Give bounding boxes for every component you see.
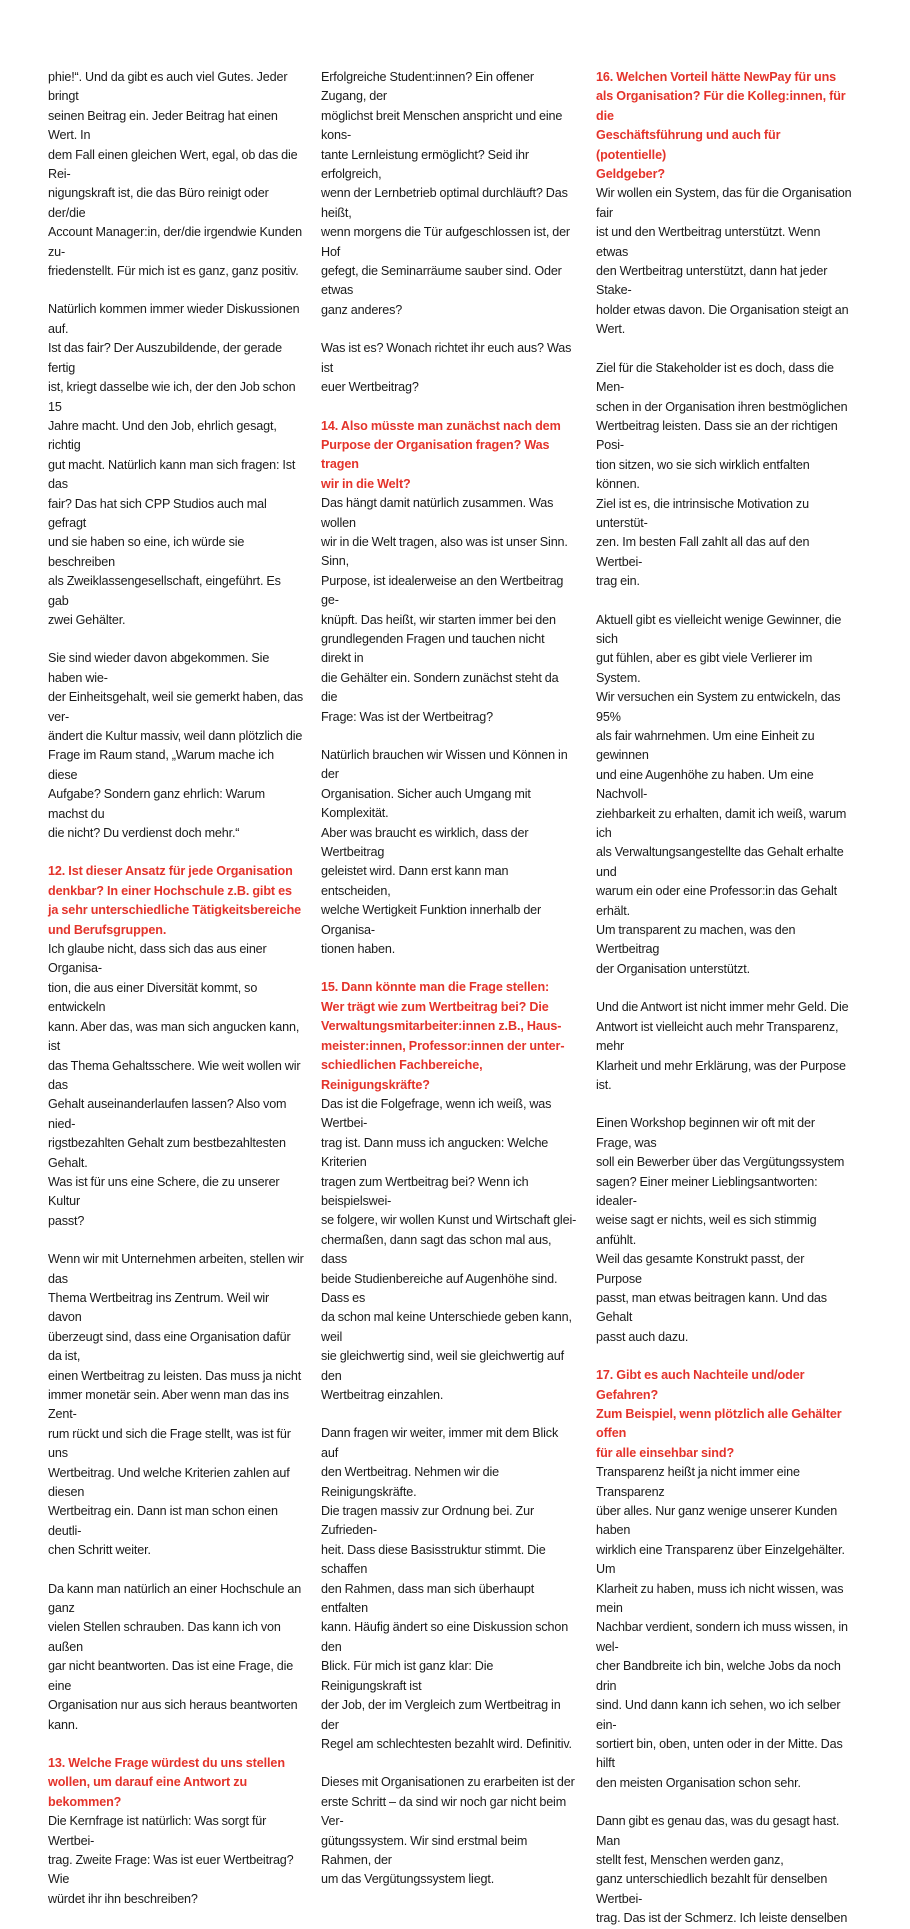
text-line: Nachbar verdient, sondern ich muss wissen, in wel- (596, 1620, 848, 1654)
text-line: rigstbezahlten Gehalt zum bestbezahltesten Gehalt. (48, 1136, 286, 1170)
text-line: schiedlichen Fachbereiche, Reinigungskräfte? (321, 1058, 483, 1092)
text-line: den meisten Organisation schon sehr. (596, 1775, 801, 1790)
text-line: soll ein Bewerber über das Vergütungssystem (596, 1155, 845, 1170)
text-line: immer monetär sein. Aber wenn man das ins Zent- (48, 1388, 289, 1422)
body-paragraph (596, 359, 852, 592)
body-paragraph (321, 1773, 577, 1889)
text-line: Purpose der Organisation fragen? Was tragen (321, 437, 550, 472)
text-line: sortiert bin, oben, unten oder in der Mitte. Das hilft (596, 1736, 843, 1771)
text-line: vielen Stellen schrauben. Das kann ich von außen (48, 1620, 281, 1654)
text-line: Wertbeitrag einzahlen. (321, 1388, 444, 1402)
text-line: grundlegenden Fragen und tauchen nicht direkt in (321, 631, 545, 666)
text-line: Aber was braucht es wirklich, dass der Wertbeitrag (321, 825, 529, 860)
text-line: wollen, um darauf eine Antwort zu bekommen? (48, 1775, 248, 1809)
text-line: ändert die Kultur massiv, weil dann plötzlich die (48, 729, 303, 743)
text-line: Regel am schlechtesten bezahlt wird. Definitiv. (321, 1736, 572, 1751)
text-line: einen Wertbeitrag zu leisten. Das muss ja nicht (48, 1368, 302, 1383)
text-line: Purpose, ist idealerweise an den Wertbeitrag ge- (321, 573, 564, 608)
text-line: Dann gibt es genau das, was du gesagt hast. Man (596, 1814, 840, 1848)
text-line: Wir versuchen ein System zu entwickeln, das 95% (596, 690, 841, 724)
text-column-3 (596, 68, 852, 1929)
text-line: Ich glaube nicht, dass sich das aus einer Organisa- (48, 942, 267, 976)
text-line: um das Vergütungssystem liegt. (321, 1872, 495, 1887)
text-line: gut macht. Natürlich kann man sich fragen: Ist das (48, 457, 296, 492)
text-line: passt, man etwas beitragen kann. Und das Gehalt (596, 1290, 827, 1325)
body-paragraph (48, 68, 304, 281)
text-line: 17. Gibt es auch Nachteile und/oder Gefahren? (596, 1368, 805, 1402)
text-line: sind. Und dann kann ich sehen, wo ich selber ein- (596, 1698, 841, 1732)
body-paragraph (321, 68, 577, 320)
body-paragraph (48, 940, 304, 1231)
text-line: Aufgabe? Sondern ganz ehrlich: Warum machst du (48, 787, 265, 821)
text-line: Um transparent zu machen, was den Wertbeitrag (596, 923, 796, 957)
text-line: überzeugt sind, dass eine Organisation dafür da ist, (48, 1329, 291, 1364)
text-line: friedenstellt. Für mich ist es ganz, ganz positiv. (48, 264, 299, 279)
text-line: beide Studienbereiche auf Augenhöhe sind. Dass es (321, 1271, 558, 1305)
text-line: Dann fragen wir weiter, immer mit dem Blick auf (321, 1426, 559, 1460)
text-line: Wenn wir mit Unternehmen arbeiten, stellen wir das (48, 1252, 304, 1286)
body-paragraph (48, 1812, 304, 1909)
text-line: gar nicht beantworten. Das ist eine Frage, die eine (48, 1659, 294, 1693)
text-line: wirklich eine Transparenz über Einzelgehälter. Um (596, 1542, 845, 1577)
text-line: nigungskraft ist, die das Büro reinigt oder der/die (48, 186, 269, 220)
text-line: meister:innen, Professor:innen der unter- (321, 1038, 565, 1053)
text-line: Wir wollen ein System, das für die Organisation fair (596, 186, 852, 220)
text-line: über alles. Nur ganz wenige unserer Kunden haben (596, 1504, 838, 1538)
text-line: knüpft. Das heißt, wir starten immer bei den (321, 612, 556, 627)
text-line: Gehalt auseinanderlaufen lassen? Also vom nied- (48, 1097, 287, 1131)
text-line: die nicht? Du verdienst doch mehr.“ (48, 826, 240, 841)
body-paragraph (596, 1114, 852, 1347)
text-line: trag ein. (596, 574, 640, 589)
text-line: zwei Gehälter. (48, 612, 126, 627)
text-line: 14. Also müsste man zunächst nach dem (321, 418, 561, 433)
text-line: Transparenz heißt ja nicht immer eine Transparenz (596, 1465, 800, 1499)
text-line: als Verwaltungsangestellte das Gehalt erhalte und (596, 845, 844, 879)
text-line: als Organisation? Für die Kolleg:innen, für die (596, 89, 846, 123)
body-paragraph (321, 494, 577, 727)
text-line: Was ist es? Wonach richtet ihr euch aus? Was ist (321, 341, 572, 375)
body-paragraph (321, 1095, 577, 1406)
text-line: Organisation. Sicher auch Umgang mit Komplexität. (321, 786, 531, 821)
text-line: Ist das fair? Der Auszubildende, der gerade fertig (48, 341, 282, 375)
text-line: Dieses mit Organisationen zu erarbeiten ist der (321, 1775, 575, 1790)
text-line: Die tragen massiv zur Ordnung bei. Zur Zufrieden- (321, 1504, 534, 1538)
body-paragraph (321, 746, 577, 959)
text-line: 13. Welche Frage würdest du uns stellen (48, 1755, 285, 1770)
text-line: gut fühlen, aber es gibt viele Verlierer im System. (596, 651, 813, 685)
text-column-1 (48, 68, 304, 1909)
text-line: Natürlich brauchen wir Wissen und Können in der (321, 748, 568, 782)
text-line: chen Schritt weiter. (48, 1543, 151, 1558)
text-line: die Gehälter ein. Sondern zunächst steht da die (321, 670, 559, 705)
text-line: Wert. (596, 322, 626, 337)
text-line: da schon mal keine Unterschiede geben kann, weil (321, 1310, 572, 1344)
text-line: kann. (48, 1717, 79, 1732)
text-line: weise sagt er nichts, weil es sich stimmig anfühlt. (596, 1213, 817, 1247)
text-line: Geldgeber? (596, 167, 665, 182)
text-line: Das ist die Folgefrage, wenn ich weiß, was Wertbei- (321, 1096, 552, 1131)
text-line: heit. Dass diese Basisstruktur stimmt. Die schaffen (321, 1542, 546, 1577)
text-line: passt? (48, 1213, 85, 1228)
text-line: den Wertbeitrag. Nehmen wir die Reinigungskräfte. (321, 1465, 500, 1499)
text-line: und Berufsgruppen. (48, 922, 167, 937)
text-line: würdet ihr ihn beschreiben? (48, 1891, 198, 1906)
text-line: trag. Das ist der Schmerz. Ich leiste denselben (596, 1911, 848, 1926)
question-heading (596, 68, 852, 184)
text-line: wir in die Welt tragen, also was ist unser Sinn. Sinn, (321, 534, 568, 569)
text-line: das Thema Gehaltsschere. Wie weit wollen wir das (48, 1058, 301, 1092)
text-line: welche Wertigkeit Funktion innerhalb der Organisa- (321, 903, 542, 937)
text-line: Wertbeitrag. Und welche Kriterien zahlen auf diesen (48, 1465, 290, 1500)
text-line: ist, kriegt dasselbe wie ich, der den Job schon 15 (48, 380, 296, 414)
text-line: tion, die aus einer Diversität kommt, so entwickeln (48, 980, 258, 1015)
text-line: Was ist für uns eine Schere, die zu unserer Kultur (48, 1174, 280, 1209)
text-line: stellt fest, Menschen werden ganz, (596, 1852, 784, 1867)
text-line: 12. Ist dieser Ansatz für jede Organisation (48, 864, 293, 879)
body-paragraph (48, 649, 304, 843)
text-line: und eine Augenhöhe zu haben. Um eine Nachvoll- (596, 767, 814, 802)
text-line: euer Wertbeitrag? (321, 380, 419, 395)
text-line: ganz unterschiedlich bezahlt für denselben Wertbei- (596, 1872, 828, 1906)
body-paragraph (596, 184, 852, 339)
text-line: Natürlich kommen immer wieder Diskussionen auf. (48, 302, 300, 336)
body-paragraph (596, 1463, 852, 1793)
text-line: geleistet wird. Dann erst kann man entscheiden, (321, 864, 509, 898)
text-line: Und die Antwort ist nicht immer mehr Geld. Die (596, 1000, 849, 1015)
text-line: passt auch dazu. (596, 1329, 689, 1344)
text-line: Weil das gesamte Konstrukt passt, der Purpose (596, 1252, 805, 1286)
text-line: gefegt, die Seminarräume sauber sind. Oder etwas (321, 264, 562, 298)
text-line: der Einheitsgehalt, weil sie gemerkt haben, das ver- (48, 690, 304, 724)
text-line: Wer trägt wie zum Wertbeitrag bei? Die (321, 999, 549, 1014)
text-line: Frage im Raum stand, „Warum mache ich diese (48, 748, 274, 782)
text-line: warum ein oder eine Professor:in das Gehalt erhält. (596, 884, 837, 918)
body-paragraph (596, 611, 852, 980)
text-line: zen. Im besten Fall zahlt all das auf den Wertbei- (596, 535, 810, 569)
text-line: tion sitzen, wo sie sich wirklich entfalten können. (596, 457, 810, 492)
text-line: rum rückt und sich die Frage stellt, was ist für uns (48, 1426, 291, 1461)
text-line: kann. Häufig ändert so eine Diskussion schon den (321, 1620, 569, 1654)
text-line: Ziel ist es, die intrinsische Motivation zu unterstüt- (596, 496, 809, 530)
body-paragraph (48, 1250, 304, 1561)
text-line: Aktuell gibt es vielleicht wenige Gewinner, die sich (596, 612, 842, 646)
text-line: tionen haben. (321, 942, 396, 957)
text-line: Antwort ist vielleicht auch mehr Transparenz, mehr (596, 1019, 839, 1054)
text-line: Frage: Was ist der Wertbeitrag? (321, 709, 493, 724)
text-line: Blick. Für mich ist ganz klar: Die Reinigungskraft ist (321, 1659, 494, 1693)
text-line: und sie haben so eine, ich würde sie beschreiben (48, 535, 245, 569)
text-line: 16. Welchen Vorteil hätte NewPay für uns (596, 70, 837, 84)
text-line: Sie sind wieder davon abgekommen. Sie haben wie- (48, 651, 270, 685)
body-paragraph (48, 1580, 304, 1735)
text-line: Die Kernfrage ist natürlich: Was sorgt für Wertbei- (48, 1814, 267, 1848)
text-line: 15. Dann könnte man die Frage stellen: (321, 980, 550, 995)
text-line: wenn morgens die Tür aufgeschlossen ist, der Hof (321, 225, 570, 259)
text-line: trag ist. Dann muss ich angucken: Welche Kriterien (321, 1135, 549, 1170)
text-line: seinen Beitrag ein. Jeder Beitrag hat einen Wert. In (48, 108, 278, 143)
text-line: chermaßen, dann sagt das schon mal aus, dass (321, 1232, 552, 1267)
question-heading (321, 417, 577, 495)
text-line: erste Schritt – da sind wir noch gar nicht beim Ver- (321, 1794, 567, 1829)
text-line: gütungssystem. Wir sind erstmal beim Rahmen, der (321, 1833, 528, 1867)
text-line: Verwaltungsmitarbeiter:innen z.B., Haus- (321, 1019, 562, 1034)
text-line: Wertbeitrag ein. Dann ist man schon einen deutli- (48, 1504, 278, 1538)
text-line: tante Lernleistung ermöglicht? Seid ihr erfolgreich, (321, 147, 529, 182)
text-line: Thema Wertbeitrag ins Zentrum. Weil wir davon (48, 1290, 270, 1325)
text-line: ist und den Wertbeitrag unterstützt. Wenn etwas (596, 225, 821, 259)
text-line: als fair wahrnehmen. Um eine Einheit zu gewinnen (596, 729, 815, 763)
text-line: wenn der Lernbetrieb optimal durchläuft? Das heißt, (321, 186, 568, 220)
text-line: der Job, der im Vergleich zum Wertbeitrag in der (321, 1698, 561, 1732)
text-line: Klarheit zu haben, muss ich nicht wissen, was mein (596, 1581, 844, 1616)
text-line: sagen? Einer meiner Lieblingsantworten: idealer- (596, 1174, 818, 1208)
text-line: ganz anderes? (321, 302, 403, 317)
text-line: Das hängt damit natürlich zusammen. Was wollen (321, 496, 554, 530)
text-line: der Organisation unterstützt. (596, 961, 750, 976)
text-line: denkbar? In einer Hochschule z.B. gibt es (48, 883, 292, 898)
text-line: phie!“. Und da gibt es auch viel Gutes. Jeder bringt (48, 70, 288, 104)
text-line: Da kann man natürlich an einer Hochschule an ganz (48, 1581, 302, 1616)
text-line: Account Manager:in, der/die irgendwie Kunden zu- (48, 225, 303, 259)
text-column-2 (321, 68, 577, 1890)
text-line: fair? Das hat sich CPP Studios auch mal gefragt (48, 496, 267, 530)
text-line: se folgere, wir wollen Kunst und Wirtschaft glei- (321, 1213, 577, 1228)
text-line: trag. Zweite Frage: Was ist euer Wertbeitrag? Wie (48, 1852, 294, 1887)
question-heading (48, 862, 304, 940)
text-line: schen in der Organisation ihren bestmöglichen (596, 399, 848, 414)
body-paragraph (48, 300, 304, 630)
question-heading (321, 978, 577, 1094)
text-line: holder etwas davon. Die Organisation steigt an (596, 302, 849, 317)
question-heading (48, 1754, 304, 1812)
text-line: Jahre macht. Und den Job, ehrlich gesagt, richtig (48, 418, 277, 453)
text-line: tragen zum Wertbeitrag bei? Wenn ich beispielswei- (321, 1174, 529, 1208)
text-line: Einen Workshop beginnen wir oft mit der Frage, was (596, 1116, 815, 1150)
question-heading (596, 1366, 852, 1463)
body-paragraph (321, 1424, 577, 1754)
text-line: ja sehr unterschiedliche Tätigkeitsbereiche (48, 903, 302, 918)
text-line: Klarheit und mehr Erklärung, was der Purpose ist. (596, 1058, 846, 1092)
text-line: den Wertbeitrag unterstützt, dann hat jeder Stake- (596, 264, 828, 298)
text-line: für alle einsehbar sind? (596, 1445, 735, 1460)
text-line: Wertbeitrag leisten. Dass sie an der richtigen Posi- (596, 418, 838, 453)
text-line: cher Bandbreite ich bin, welche Jobs da noch drin (596, 1659, 841, 1693)
text-line: dem Fall einen gleichen Wert, egal, ob das die Rei- (48, 147, 298, 182)
text-line: Organisation nur aus sich heraus beantworten (48, 1698, 298, 1713)
text-line: Zum Beispiel, wenn plötzlich alle Gehälter offen (596, 1407, 842, 1441)
text-line: ziehbarkeit zu erhalten, damit ich weiß, warum ich (596, 806, 847, 841)
text-line: möglichst breit Menschen anspricht und eine kons- (321, 108, 563, 143)
body-paragraph (596, 1812, 852, 1928)
text-line: Ziel für die Stakeholder ist es doch, dass die Men- (596, 360, 834, 395)
text-line: kann. Aber das, was man sich angucken kann, ist (48, 1019, 300, 1054)
text-line: Geschäftsführung und auch für (potentielle) (596, 128, 781, 162)
text-line: den Rahmen, dass man sich überhaupt entfalten (321, 1581, 535, 1616)
text-line: Erfolgreiche Student:innen? Ein offener Zugang, der (321, 70, 534, 104)
body-paragraph (596, 998, 852, 1095)
body-paragraph (321, 339, 577, 397)
text-line: sie gleichwertig sind, weil sie gleichwertig auf den (321, 1349, 564, 1383)
text-line: als Zweiklassengesellschaft, eingeführt. Es gab (48, 574, 281, 608)
text-line: wir in die Welt? (321, 476, 411, 491)
